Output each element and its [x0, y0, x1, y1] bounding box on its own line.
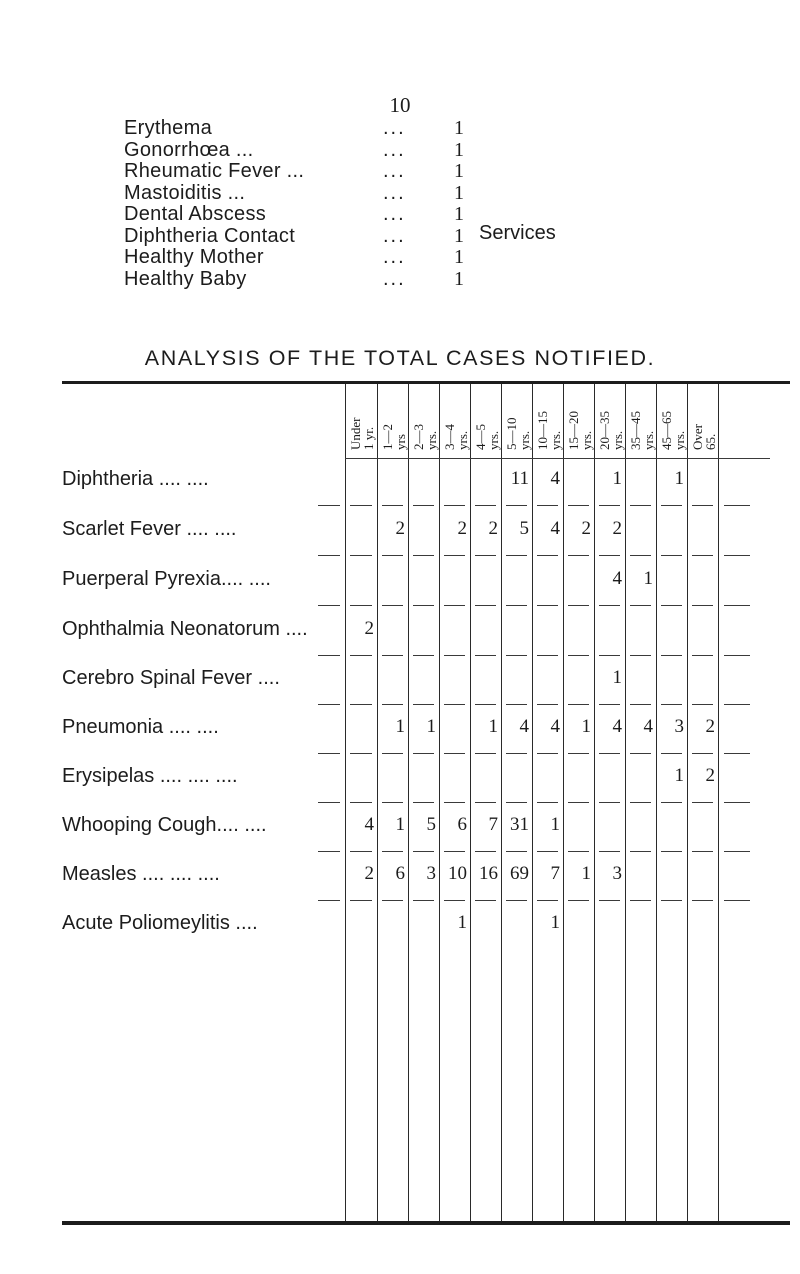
age-group-header: 3—4 yrs.	[442, 424, 470, 450]
row-separator	[382, 505, 403, 506]
list-item-name: Diphtheria Contact	[124, 224, 296, 247]
row-separator	[630, 505, 651, 506]
row-separator	[661, 655, 682, 656]
row-separator	[568, 655, 589, 656]
table-cell: 2	[364, 863, 374, 884]
row-separator	[724, 505, 750, 506]
age-group-header: 2—3 yrs.	[411, 424, 439, 450]
row-separator	[568, 505, 589, 506]
list-item-name: Erythema	[124, 117, 212, 139]
list-item-dots: ...	[383, 138, 406, 161]
list-item-count: 1	[454, 117, 464, 139]
table-cell: 7	[488, 814, 498, 835]
list-item-count: 1	[454, 203, 464, 225]
row-separator	[444, 555, 465, 556]
row-separator	[724, 900, 750, 901]
row-separator	[506, 704, 527, 705]
row-separator	[692, 753, 713, 754]
table-cell: 1	[674, 468, 684, 489]
table-cell: 6	[395, 863, 405, 884]
table-cell: 2	[488, 518, 498, 539]
row-separator	[444, 753, 465, 754]
row-separator	[692, 802, 713, 803]
table-cell: 1	[550, 814, 560, 835]
row-separator	[382, 704, 403, 705]
row-separator	[599, 655, 620, 656]
table-cell: 10	[448, 863, 467, 884]
row-separator	[568, 753, 589, 754]
column-divider	[625, 384, 626, 1221]
row-separator	[444, 802, 465, 803]
column-divider	[594, 384, 595, 1221]
row-separator	[724, 753, 750, 754]
row-separator	[568, 900, 589, 901]
table-cell: 4	[364, 814, 374, 835]
row-separator	[318, 753, 340, 754]
table-cell: 5	[426, 814, 436, 835]
row-separator	[475, 704, 496, 705]
list-item-dots: ...	[383, 246, 406, 268]
row-separator	[630, 605, 651, 606]
table-cell: 2	[364, 618, 374, 639]
list-item	[124, 140, 464, 162]
disease-label: Ophthalmia Neonatorum ....	[62, 618, 308, 640]
table-top-rule	[62, 381, 790, 384]
disease-label: Cerebro Spinal Fever ....	[62, 667, 280, 689]
list-item	[124, 247, 464, 269]
table-cell: 31	[510, 814, 529, 835]
list-item	[124, 118, 464, 140]
table-cell: 1	[395, 716, 405, 737]
analysis-title: ANALYSIS OF THE TOTAL CASES NOTIFIED.	[144, 346, 656, 370]
table-cell: 1	[395, 814, 405, 835]
age-group-header: 35—45 yrs.	[628, 411, 656, 450]
row-separator	[382, 802, 403, 803]
table-cell: 4	[643, 716, 653, 737]
row-separator	[506, 753, 527, 754]
row-separator	[661, 555, 682, 556]
row-separator	[350, 505, 372, 506]
row-separator	[350, 753, 372, 754]
age-group-header: Over 65.	[690, 424, 718, 450]
row-separator	[599, 704, 620, 705]
table-cell: 2	[581, 518, 591, 539]
row-separator	[568, 802, 589, 803]
disease-label: Diphtheria .... ....	[62, 468, 209, 490]
row-separator	[318, 802, 340, 803]
row-separator	[382, 851, 403, 852]
row-separator	[537, 555, 558, 556]
row-separator	[537, 704, 558, 705]
row-separator	[413, 802, 434, 803]
table-cell: 1	[674, 765, 684, 786]
row-separator	[506, 555, 527, 556]
row-separator	[506, 605, 527, 606]
row-separator	[537, 753, 558, 754]
row-separator	[382, 605, 403, 606]
row-separator	[537, 851, 558, 852]
row-separator	[350, 851, 372, 852]
header-underline	[345, 458, 770, 459]
table-cell: 3	[426, 863, 436, 884]
column-divider	[687, 384, 688, 1221]
row-separator	[475, 851, 496, 852]
column-divider	[532, 384, 533, 1221]
table-cell: 2	[612, 518, 622, 539]
table-cell: 5	[519, 518, 529, 539]
row-separator	[444, 704, 465, 705]
row-separator	[350, 802, 372, 803]
row-separator	[475, 753, 496, 754]
row-separator	[413, 704, 434, 705]
row-separator	[630, 900, 651, 901]
row-separator	[350, 900, 372, 901]
table-cell: 1	[581, 863, 591, 884]
table-cell: 11	[510, 468, 529, 489]
row-separator	[599, 851, 620, 852]
row-separator	[537, 505, 558, 506]
row-separator	[568, 605, 589, 606]
row-separator	[724, 555, 750, 556]
column-divider	[718, 384, 719, 1221]
table-cell: 4	[612, 568, 622, 589]
row-separator	[382, 753, 403, 754]
column-divider	[345, 384, 346, 1221]
table-cell: 4	[550, 518, 560, 539]
row-separator	[382, 655, 403, 656]
row-separator	[568, 555, 589, 556]
row-separator	[692, 704, 713, 705]
list-item-count: 1	[454, 246, 464, 268]
row-separator	[537, 900, 558, 901]
list-item-name: Healthy Mother	[124, 246, 264, 268]
row-separator	[692, 605, 713, 606]
row-separator	[506, 900, 527, 901]
row-separator	[568, 851, 589, 852]
list-item-name: Rheumatic Fever ...	[124, 160, 305, 182]
table-bottom-rule	[62, 1221, 790, 1225]
table-cell: 1	[612, 468, 622, 489]
row-separator	[475, 900, 496, 901]
table-cell: 6	[457, 814, 467, 835]
table-cell: 2	[457, 518, 467, 539]
row-separator	[537, 605, 558, 606]
row-separator	[506, 851, 527, 852]
column-divider	[408, 384, 409, 1221]
row-separator	[318, 655, 340, 656]
row-separator	[724, 851, 750, 852]
row-separator	[661, 505, 682, 506]
list-item-count: 1	[454, 224, 464, 247]
table-cell: 1	[581, 716, 591, 737]
age-group-header: 10—15 yrs.	[535, 411, 563, 450]
table-cell: 1	[457, 912, 467, 933]
list-item-count: 1	[454, 267, 464, 290]
list-item-name: Gonorrhœa ...	[124, 138, 254, 161]
row-separator	[661, 900, 682, 901]
list-item-name: Dental Abscess	[124, 203, 267, 225]
disease-label: Whooping Cough.... ....	[62, 814, 267, 836]
list-item-count: 1	[454, 181, 464, 204]
row-separator	[692, 555, 713, 556]
row-separator	[350, 605, 372, 606]
row-separator	[630, 655, 651, 656]
row-separator	[724, 802, 750, 803]
row-separator	[724, 655, 750, 656]
row-separator	[630, 753, 651, 754]
table-cell: 2	[395, 518, 405, 539]
row-separator	[350, 555, 372, 556]
disease-label: Scarlet Fever .... ....	[62, 518, 237, 540]
row-separator	[318, 900, 340, 901]
row-separator	[318, 704, 340, 705]
row-separator	[475, 655, 496, 656]
row-separator	[692, 900, 713, 901]
age-group-header: 15—20 yrs.	[566, 411, 594, 450]
row-separator	[413, 555, 434, 556]
table-cell: 4	[550, 716, 560, 737]
column-divider	[470, 384, 471, 1221]
column-divider	[501, 384, 502, 1221]
list-item	[124, 161, 464, 183]
row-separator	[350, 655, 372, 656]
list-item-dots: ...	[383, 267, 406, 290]
age-group-header: 1—2 yrs	[380, 424, 408, 450]
row-separator	[661, 802, 682, 803]
row-separator	[318, 555, 340, 556]
column-divider	[439, 384, 440, 1221]
services-note: Services	[479, 222, 556, 244]
list-item-name: Mastoiditis ...	[124, 181, 246, 204]
table-cell: 4	[519, 716, 529, 737]
list-item	[124, 183, 464, 205]
age-group-header: 4—5 yrs.	[473, 424, 501, 450]
row-separator	[318, 505, 340, 506]
age-group-header: 45—65 yrs.	[659, 411, 687, 450]
row-separator	[475, 605, 496, 606]
list-item-name: Healthy Baby	[124, 267, 247, 290]
row-separator	[413, 605, 434, 606]
table-cell: 1	[426, 716, 436, 737]
row-separator	[692, 505, 713, 506]
row-separator	[444, 655, 465, 656]
table-cell: 1	[612, 667, 622, 688]
row-separator	[599, 802, 620, 803]
row-separator	[599, 753, 620, 754]
row-separator	[413, 655, 434, 656]
row-separator	[599, 505, 620, 506]
age-group-header: 20—35 yrs.	[597, 411, 625, 450]
row-separator	[413, 505, 434, 506]
table-cell: 69	[510, 863, 529, 884]
table-cell: 3	[674, 716, 684, 737]
row-separator	[661, 704, 682, 705]
column-divider	[377, 384, 378, 1221]
table-cell: 1	[550, 912, 560, 933]
row-separator	[661, 753, 682, 754]
disease-label: Measles .... .... ....	[62, 863, 220, 885]
row-separator	[537, 655, 558, 656]
row-separator	[537, 802, 558, 803]
row-separator	[724, 704, 750, 705]
row-separator	[661, 605, 682, 606]
row-separator	[599, 900, 620, 901]
row-separator	[506, 655, 527, 656]
row-separator	[568, 704, 589, 705]
list-item	[124, 204, 464, 226]
row-separator	[692, 655, 713, 656]
disease-label: Puerperal Pyrexia.... ....	[62, 568, 271, 590]
column-divider	[563, 384, 564, 1221]
row-separator	[630, 704, 651, 705]
row-separator	[413, 900, 434, 901]
row-separator	[444, 505, 465, 506]
list-item-dots: ...	[383, 181, 406, 204]
row-separator	[692, 851, 713, 852]
column-divider	[656, 384, 657, 1221]
disease-label: Erysipelas .... .... ....	[62, 765, 238, 787]
row-separator	[444, 605, 465, 606]
row-separator	[475, 555, 496, 556]
row-separator	[444, 900, 465, 901]
list-item	[124, 226, 464, 248]
table-cell: 3	[612, 863, 622, 884]
table-cell: 4	[612, 716, 622, 737]
table-cell: 16	[479, 863, 498, 884]
table-cell: 7	[550, 863, 560, 884]
list-item-dots: ...	[383, 160, 406, 182]
list-item-dots: ...	[383, 203, 406, 225]
table-cell: 1	[643, 568, 653, 589]
row-separator	[630, 851, 651, 852]
list-item-count: 1	[454, 160, 464, 182]
cases-list	[124, 118, 464, 290]
row-separator	[630, 555, 651, 556]
list-item-dots: ...	[383, 117, 406, 139]
row-separator	[413, 851, 434, 852]
row-separator	[506, 505, 527, 506]
age-group-header: Under 1 yr.	[348, 417, 376, 450]
list-item-dots: ...	[383, 224, 406, 247]
row-separator	[599, 605, 620, 606]
table-cell: 1	[488, 716, 498, 737]
row-separator	[382, 900, 403, 901]
table-cell: 2	[705, 716, 715, 737]
row-separator	[318, 851, 340, 852]
row-separator	[413, 753, 434, 754]
row-separator	[444, 851, 465, 852]
row-separator	[599, 555, 620, 556]
disease-label: Pneumonia .... ....	[62, 716, 219, 738]
row-separator	[350, 704, 372, 705]
row-separator	[724, 605, 750, 606]
page-number: 10	[389, 93, 411, 117]
table-cell: 4	[550, 468, 560, 489]
row-separator	[506, 802, 527, 803]
row-separator	[382, 555, 403, 556]
row-separator	[630, 802, 651, 803]
list-item-count: 1	[454, 138, 464, 161]
row-separator	[475, 802, 496, 803]
row-separator	[475, 505, 496, 506]
disease-label: Acute Poliomeylitis ....	[62, 912, 258, 934]
list-item	[124, 269, 464, 291]
row-separator	[661, 851, 682, 852]
table-cell: 2	[705, 765, 715, 786]
age-group-header: 5—10 yrs.	[504, 417, 532, 450]
row-separator	[318, 605, 340, 606]
